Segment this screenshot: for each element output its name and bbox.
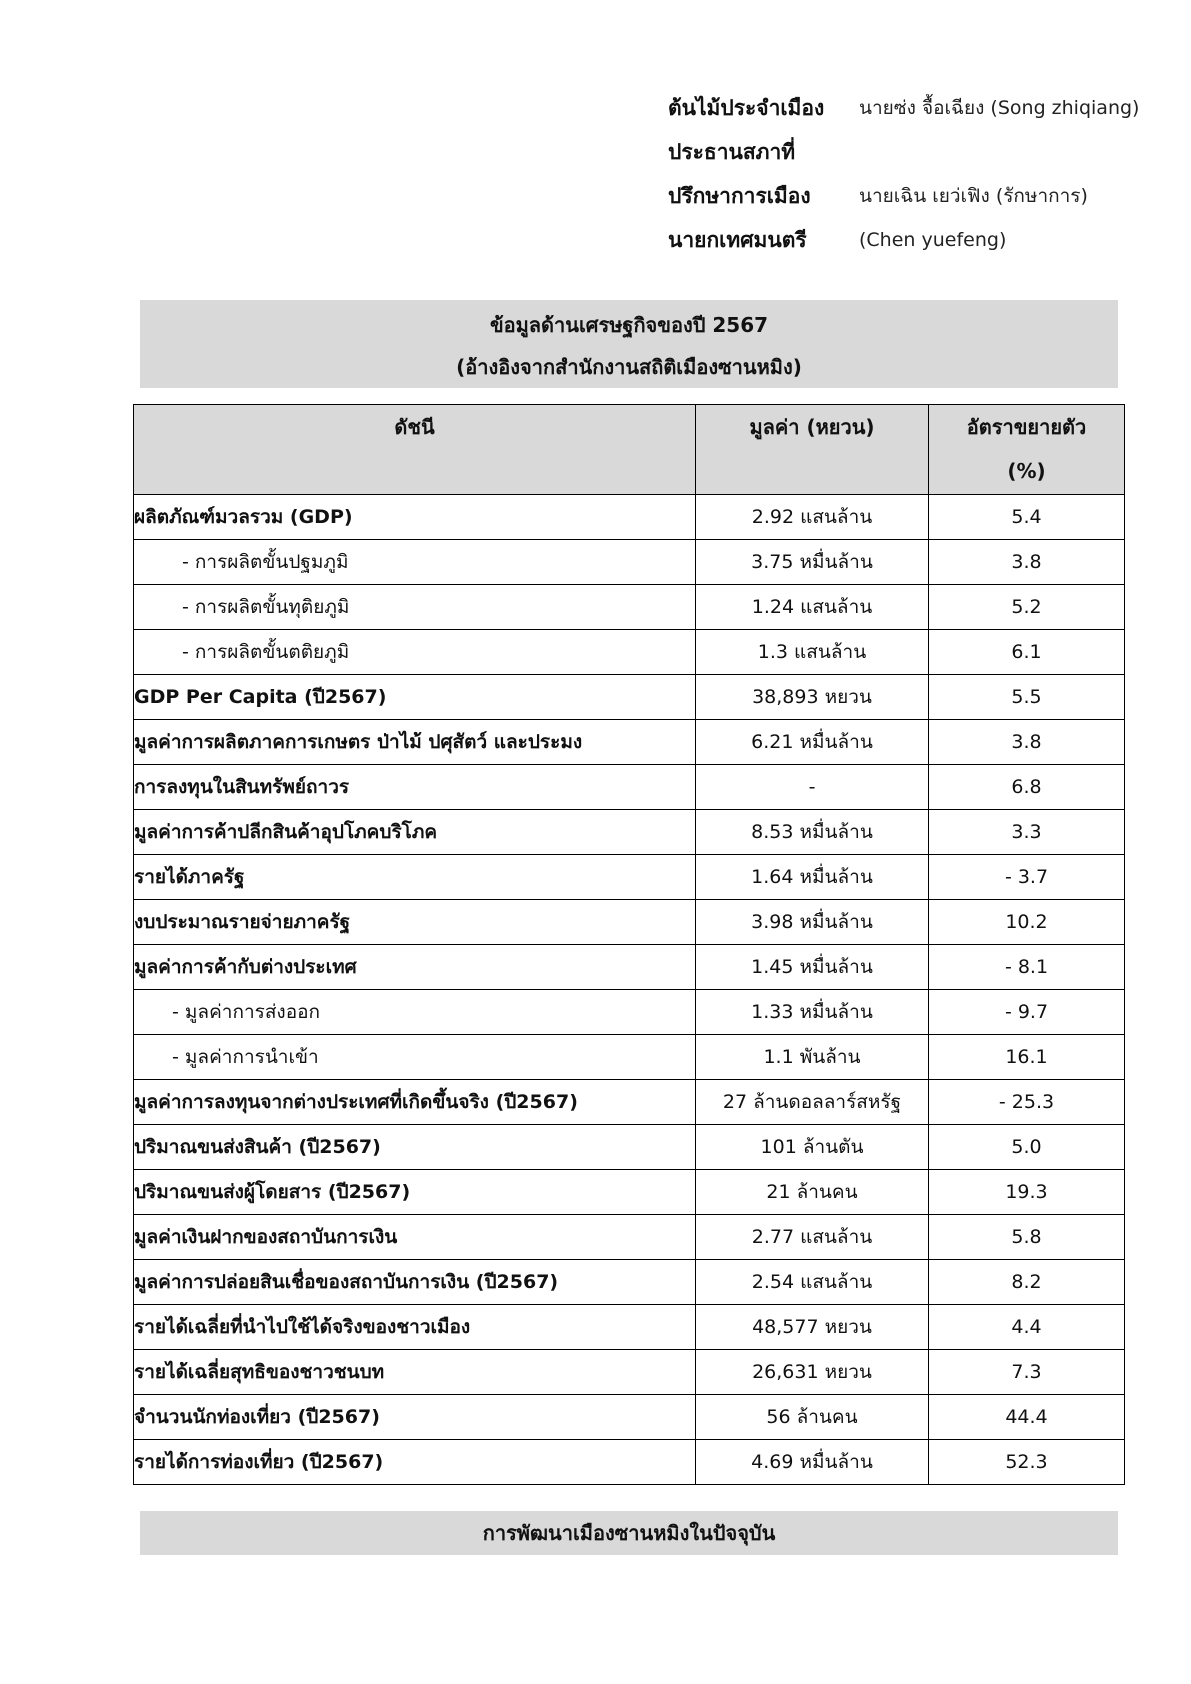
section-header xyxy=(140,300,1118,388)
value-cell: 1.45 หมื่นล้าน xyxy=(696,945,929,990)
table-row xyxy=(134,495,1125,540)
growth-cell: 8.2 xyxy=(929,1260,1125,1305)
indicator-cell: - การผลิตขั้นตติยภูมิ xyxy=(134,630,696,675)
next-section-title: การพัฒนาเมืองซานหมิงในปัจจุบัน xyxy=(482,1521,776,1545)
growth-cell: 5.5 xyxy=(929,675,1125,720)
indicator-cell: ปริมาณขนส่งผู้โดยสาร (ปี2567) xyxy=(134,1170,696,1215)
value-cell: 2.92 แสนล้าน xyxy=(696,495,929,540)
growth-cell: 7.3 xyxy=(929,1350,1125,1395)
officials-block xyxy=(668,86,1159,262)
indicator-cell: รายได้การท่องเที่ยว (ปี2567) xyxy=(134,1440,696,1485)
value-cell: 1.1 พันล้าน xyxy=(696,1035,929,1080)
growth-cell: - 25.3 xyxy=(929,1080,1125,1125)
growth-cell: 44.4 xyxy=(929,1395,1125,1440)
table-row xyxy=(134,945,1125,990)
indicator-cell: GDP Per Capita (ปี2567) xyxy=(134,675,696,720)
header-growth: อัตราขยายตัว (%) xyxy=(929,405,1125,495)
indicator-cell: ปริมาณขนส่งสินค้า (ปี2567) xyxy=(134,1125,696,1170)
indicator-cell: จำนวนนักท่องเที่ยว (ปี2567) xyxy=(134,1395,696,1440)
growth-cell: 52.3 xyxy=(929,1440,1125,1485)
growth-cell: 5.8 xyxy=(929,1215,1125,1260)
growth-cell: 5.0 xyxy=(929,1125,1125,1170)
table-row xyxy=(134,1440,1125,1485)
table-row xyxy=(134,1215,1125,1260)
table-row xyxy=(134,1035,1125,1080)
indicator-cell: มูลค่าการค้ากับต่างประเทศ xyxy=(134,945,696,990)
growth-cell: 3.8 xyxy=(929,540,1125,585)
official-value: นายซ่ง จื้อเฉียง (Song zhiqiang) xyxy=(859,97,1140,119)
indicator-cell: - การผลิตขั้นทุติยภูมิ xyxy=(134,585,696,630)
growth-cell: 10.2 xyxy=(929,900,1125,945)
indicator-cell: มูลค่าการลงทุนจากต่างประเทศที่เกิดขึ้นจริง (ปี2567) xyxy=(134,1080,696,1125)
indicator-cell: รายได้ภาครัฐ xyxy=(134,855,696,900)
indicator-cell: รายได้เฉลี่ยสุทธิของชาวชนบท xyxy=(134,1350,696,1395)
growth-cell: - 3.7 xyxy=(929,855,1125,900)
value-cell: 2.77 แสนล้าน xyxy=(696,1215,929,1260)
next-section-header xyxy=(140,1511,1118,1555)
growth-cell: 19.3 xyxy=(929,1170,1125,1215)
official-value xyxy=(859,130,1159,174)
header-indicator: ดัชนี xyxy=(134,405,696,495)
table-row xyxy=(134,765,1125,810)
value-cell: - xyxy=(696,765,929,810)
growth-cell: - 9.7 xyxy=(929,990,1125,1035)
official-value: (Chen yuefeng) xyxy=(859,229,1007,251)
official-label: ต้นไม้ประจำเมือง xyxy=(668,96,825,120)
value-cell: 1.33 หมื่นล้าน xyxy=(696,990,929,1035)
indicator-cell: - มูลค่าการนำเข้า xyxy=(134,1035,696,1080)
value-cell: 3.98 หมื่นล้าน xyxy=(696,900,929,945)
growth-cell: 3.8 xyxy=(929,720,1125,765)
growth-cell: - 8.1 xyxy=(929,945,1125,990)
table-row xyxy=(134,1170,1125,1215)
table-row xyxy=(134,810,1125,855)
growth-cell: 6.8 xyxy=(929,765,1125,810)
table-row xyxy=(134,675,1125,720)
growth-cell: 4.4 xyxy=(929,1305,1125,1350)
value-cell: 48,577 หยวน xyxy=(696,1305,929,1350)
official-label: ประธานสภาที่ xyxy=(668,140,796,164)
official-label: นายกเทศมนตรี xyxy=(668,228,807,252)
value-cell: 1.64 หมื่นล้าน xyxy=(696,855,929,900)
official-value: นายเฉิน เยว่เฟิง (รักษาการ) xyxy=(859,185,1088,207)
value-cell: 4.69 หมื่นล้าน xyxy=(696,1440,929,1485)
economic-data-table xyxy=(133,404,1125,1485)
indicator-cell: การลงทุนในสินทรัพย์ถาวร xyxy=(134,765,696,810)
table-row xyxy=(134,1080,1125,1125)
indicator-cell: รายได้เฉลี่ยที่นำไปใช้ได้จริงของชาวเมือง xyxy=(134,1305,696,1350)
value-cell: 2.54 แสนล้าน xyxy=(696,1260,929,1305)
value-cell: 1.24 แสนล้าน xyxy=(696,585,929,630)
indicator-cell: - มูลค่าการส่งออก xyxy=(134,990,696,1035)
table-row xyxy=(134,630,1125,675)
growth-cell: 5.4 xyxy=(929,495,1125,540)
table-row xyxy=(134,1260,1125,1305)
value-cell: 27 ล้านดอลลาร์สหรัฐ xyxy=(696,1080,929,1125)
growth-cell: 5.2 xyxy=(929,585,1125,630)
indicator-cell: มูลค่าการปล่อยสินเชื่อของสถาบันการเงิน (ปี2567) xyxy=(134,1260,696,1305)
indicator-cell: ผลิตภัณฑ์มวลรวม (GDP) xyxy=(134,495,696,540)
value-cell: 56 ล้านคน xyxy=(696,1395,929,1440)
indicator-cell: - การผลิตขั้นปฐมภูมิ xyxy=(134,540,696,585)
value-cell: 1.3 แสนล้าน xyxy=(696,630,929,675)
table-row xyxy=(134,720,1125,765)
table-header-row xyxy=(134,405,1125,495)
growth-cell: 16.1 xyxy=(929,1035,1125,1080)
table-row xyxy=(134,1350,1125,1395)
value-cell: 6.21 หมื่นล้าน xyxy=(696,720,929,765)
table-row xyxy=(134,1125,1125,1170)
section-title: ข้อมูลด้านเศรษฐกิจของปี 2567 xyxy=(489,313,769,337)
table-row xyxy=(134,900,1125,945)
value-cell: 21 ล้านคน xyxy=(696,1170,929,1215)
value-cell: 3.75 หมื่นล้าน xyxy=(696,540,929,585)
growth-cell: 6.1 xyxy=(929,630,1125,675)
indicator-cell: มูลค่าการผลิตภาคการเกษตร ป่าไม้ ปศุสัตว์ และประมง xyxy=(134,720,696,765)
table-row xyxy=(134,855,1125,900)
value-cell: 38,893 หยวน xyxy=(696,675,929,720)
official-label: ปรึกษาการเมือง xyxy=(668,184,811,208)
table-row xyxy=(134,540,1125,585)
table-row xyxy=(134,1305,1125,1350)
table-row xyxy=(134,1395,1125,1440)
header-value: มูลค่า (หยวน) xyxy=(696,405,929,495)
section-subtitle: (อ้างอิงจากสำนักงานสถิติเมืองซานหมิง) xyxy=(456,355,802,379)
value-cell: 26,631 หยวน xyxy=(696,1350,929,1395)
indicator-cell: มูลค่าการค้าปลีกสินค้าอุปโภคบริโภค xyxy=(134,810,696,855)
value-cell: 8.53 หมื่นล้าน xyxy=(696,810,929,855)
value-cell: 101 ล้านตัน xyxy=(696,1125,929,1170)
table-row xyxy=(134,990,1125,1035)
indicator-cell: งบประมาณรายจ่ายภาครัฐ xyxy=(134,900,696,945)
indicator-cell: มูลค่าเงินฝากของสถาบันการเงิน xyxy=(134,1215,696,1260)
growth-cell: 3.3 xyxy=(929,810,1125,855)
table-row xyxy=(134,585,1125,630)
